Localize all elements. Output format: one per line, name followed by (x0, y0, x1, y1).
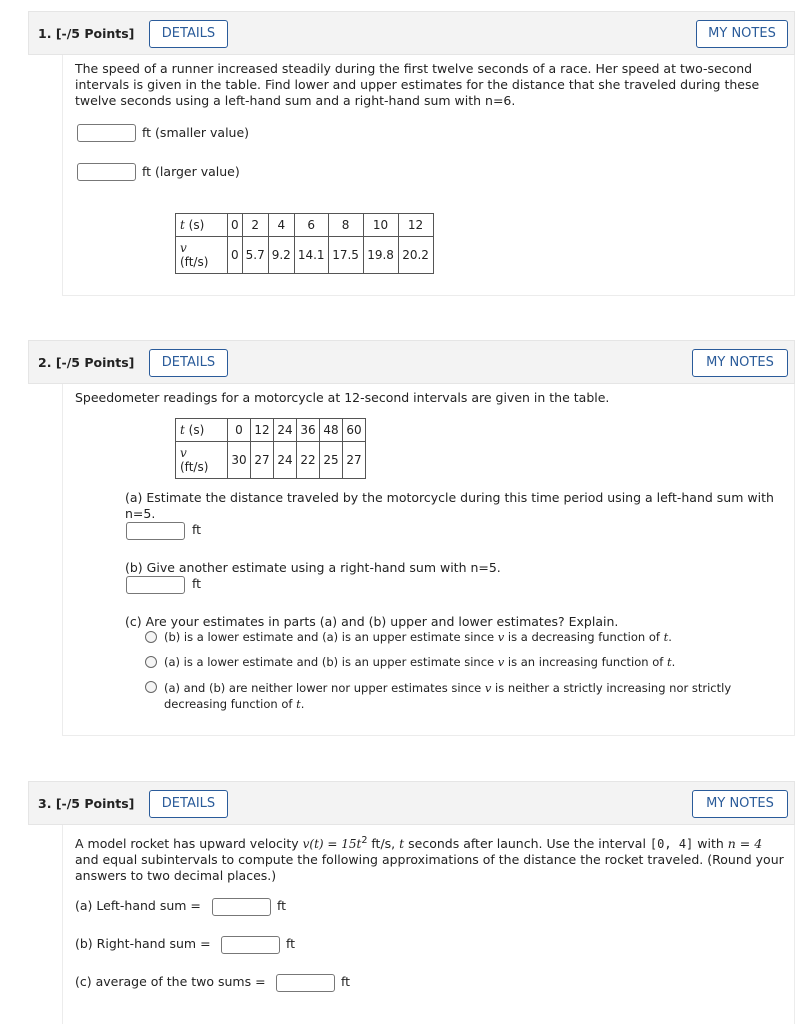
table-cell: 12 (398, 214, 433, 237)
right-sum-label: (b) Right-hand sum = (75, 936, 211, 951)
left-sum-label: (a) Left-hand sum = (75, 898, 201, 913)
question-2-body (62, 384, 795, 736)
table-cell: 0 (228, 237, 243, 274)
table-cell: 14.1 (294, 237, 328, 274)
question-2-points: 2. [-/5 Points] (38, 355, 135, 370)
larger-value-label: ft (larger value) (142, 164, 240, 179)
option-1-radio[interactable] (145, 631, 157, 643)
data-table (175, 213, 434, 274)
details-button[interactable]: DETAILS (149, 790, 228, 818)
table-cell: 4 (268, 214, 294, 237)
table-cell: 12 (251, 419, 274, 442)
table-header-v: v (ft/s) (176, 237, 228, 274)
question-1-header (28, 11, 795, 55)
part-a-unit: ft (192, 522, 202, 537)
table-cell: 22 (297, 442, 320, 479)
details-button[interactable]: DETAILS (149, 349, 228, 377)
average-label: (c) average of the two sums = (75, 974, 266, 989)
part-b-unit: ft (192, 576, 202, 591)
question-text: Speedometer readings for a motorcycle at 12-second intervals are given in the table. (75, 390, 610, 405)
question-1 (28, 11, 795, 296)
smaller-value-label: ft (smaller value) (142, 125, 250, 140)
right-sum-input[interactable] (221, 936, 280, 954)
table-cell: 10 (363, 214, 398, 237)
part-a-input[interactable] (126, 522, 185, 540)
question-3-body (62, 825, 795, 1024)
smaller-value-input[interactable] (77, 124, 136, 142)
table-cell: 17.5 (328, 237, 363, 274)
details-button[interactable]: DETAILS (149, 20, 228, 48)
table-cell: 2 (242, 214, 268, 237)
table-cell: 24 (274, 419, 297, 442)
question-3-header (28, 781, 795, 825)
option-2-radio[interactable] (145, 656, 157, 668)
table-cell: 9.2 (268, 237, 294, 274)
table-cell: 6 (294, 214, 328, 237)
data-table (175, 418, 366, 479)
table-cell: 20.2 (398, 237, 433, 274)
table-cell: 27 (343, 442, 366, 479)
right-sum-unit: ft (286, 936, 296, 951)
question-text: The speed of a runner increased steadily during the first twelve seconds of a race. Her speed at two-second intervals is given in the table. Find lower and upper estimates for the distance that she traveled during these twelve seconds using a left-hand sum and a right-hand sum with n=6. (75, 61, 760, 108)
left-sum-input[interactable] (212, 898, 271, 916)
table-header-t: t (s) (176, 419, 228, 442)
part-c-prompt: (c) Are your estimates in parts (a) and (b) upper and lower estimates? Explain. (125, 614, 619, 629)
table-header-t: t (s) (176, 214, 228, 237)
table-cell: 5.7 (242, 237, 268, 274)
question-text: A model rocket has upward velocity $v(t) = 15t^2$ ft/s, t seconds after launch. Use the interval [0, 4] with n = 4 and equal subintervals to compute the following approximations of the distance the rocket traveled. (Round your answers to two decimal places.) (75, 835, 784, 883)
table-cell: 60 (343, 419, 366, 442)
my-notes-button[interactable]: MY NOTES (692, 349, 788, 377)
option-3-label: (a) and (b) are neither lower nor upper estimates since v is neither a strictly increasing nor strictly decreasing function of t. (164, 681, 732, 711)
my-notes-button[interactable]: MY NOTES (696, 20, 788, 48)
table-cell: 27 (251, 442, 274, 479)
table-cell: 25 (320, 442, 343, 479)
table-cell: 48 (320, 419, 343, 442)
left-sum-unit: ft (277, 898, 287, 913)
table-cell: 0 (228, 419, 251, 442)
table-cell: 30 (228, 442, 251, 479)
my-notes-button[interactable]: MY NOTES (692, 790, 788, 818)
question-2-header (28, 340, 795, 384)
question-2 (28, 340, 795, 736)
question-1-body (62, 55, 795, 296)
average-input[interactable] (276, 974, 335, 992)
larger-value-input[interactable] (77, 163, 136, 181)
question-1-points: 1. [-/5 Points] (38, 26, 135, 41)
option-3-radio[interactable] (145, 681, 157, 693)
table-cell: 36 (297, 419, 320, 442)
part-a-prompt: (a) Estimate the distance traveled by the motorcycle during this time period using a left-hand sum with n=5. (125, 490, 774, 521)
option-2-label: (a) is a lower estimate and (b) is an upper estimate since v is an increasing function of t. (164, 655, 676, 669)
question-3-points: 3. [-/5 Points] (38, 796, 135, 811)
table-header-v: v (ft/s) (176, 442, 228, 479)
question-3 (28, 781, 795, 1024)
option-1-label: (b) is a lower estimate and (a) is an upper estimate since v is a decreasing function of t. (164, 630, 672, 644)
table-cell: 0 (228, 214, 243, 237)
table-cell: 8 (328, 214, 363, 237)
average-unit: ft (341, 974, 351, 989)
part-b-input[interactable] (126, 576, 185, 594)
table-cell: 24 (274, 442, 297, 479)
table-cell: 19.8 (363, 237, 398, 274)
part-b-prompt: (b) Give another estimate using a right-hand sum with n=5. (125, 560, 501, 575)
